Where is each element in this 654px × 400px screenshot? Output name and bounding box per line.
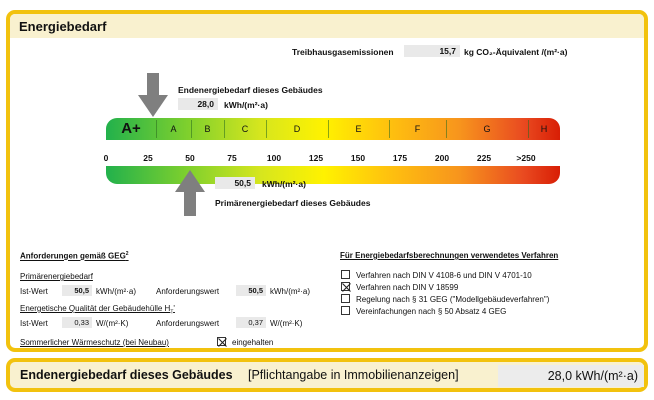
scale-tick: 50 xyxy=(185,153,195,163)
primaer-label: Primärenergiebedarf dieses Gebäudes xyxy=(215,198,371,208)
endenergie-value: 28,0 xyxy=(178,98,218,110)
scale-tick: 25 xyxy=(143,153,153,163)
anforderungswert-unit: kWh/(m²·a) xyxy=(270,287,310,296)
footer-value: 28,0 kWh/(m²·a) xyxy=(498,365,644,387)
scale-tick: 75 xyxy=(227,153,237,163)
verfahren-checkbox[interactable] xyxy=(341,282,350,291)
scale-tick: 150 xyxy=(350,153,366,163)
ist-wert-label: Ist-Wert xyxy=(20,287,48,296)
efficiency-class-h: H xyxy=(540,124,548,134)
scale-tick: 200 xyxy=(434,153,450,163)
huelle-ist-unit: W/(m²·K) xyxy=(96,319,129,328)
verfahren-checkbox[interactable] xyxy=(341,294,350,303)
scale-tick: 0 xyxy=(103,153,109,163)
scale-tick: 100 xyxy=(266,153,282,163)
panel-title: Energiebedarf xyxy=(10,14,644,38)
sommer-status: eingehalten xyxy=(232,338,274,347)
huelle-anf-unit: W/(m²·K) xyxy=(270,319,303,328)
endenergie-label: Endenergiebedarf dieses Gebäudes xyxy=(178,85,323,95)
class-divider xyxy=(156,120,157,138)
endenergie-arrow-icon xyxy=(138,73,168,117)
verfahren-option-label: Vereinfachungen nach § 50 Absatz 4 GEG xyxy=(356,307,507,316)
primaer-value: 50,5 xyxy=(215,177,255,189)
huelle-anf-value: 0,37 xyxy=(236,317,266,328)
anforderungswert-value: 50,5 xyxy=(236,285,266,296)
scale-tick: 125 xyxy=(308,153,324,163)
class-divider xyxy=(328,120,329,138)
verfahren-checkbox[interactable] xyxy=(341,270,350,279)
class-divider xyxy=(528,120,529,138)
efficiency-class-c: C xyxy=(241,124,249,134)
efficiency-class-e: E xyxy=(355,124,362,134)
primaer-arrow-icon xyxy=(175,170,205,216)
emissions-label: Treibhausgasemissionen xyxy=(292,47,394,57)
check-cross-icon xyxy=(218,338,227,347)
primaer-req-label: Primärenergiebedarf xyxy=(20,272,93,281)
sommer-checkbox[interactable] xyxy=(217,337,226,346)
efficiency-class-b: B xyxy=(204,124,211,134)
emissions-unit: kg CO₂-Äquivalent /(m²·a) xyxy=(464,47,568,57)
efficiency-class-d: D xyxy=(293,124,301,134)
efficiency-class-a-plus: A+ xyxy=(121,120,141,137)
anforderungswert-label: Anforderungswert xyxy=(156,287,220,296)
class-divider xyxy=(191,120,192,138)
huelle-label: Energetische Qualität der Gebäudehülle $H_T'$ xyxy=(20,304,175,316)
verfahren-option-label: Verfahren nach DIN V 18599 xyxy=(356,283,459,292)
verfahren-checkbox[interactable] xyxy=(341,306,350,315)
sommer-label: Sommerlicher Wärmeschutz (bei Neubau) xyxy=(20,338,169,347)
huelle-anf-label: Anforderungswert xyxy=(156,319,220,328)
scale-tick: >250 xyxy=(516,153,536,163)
class-divider xyxy=(266,120,267,138)
efficiency-class-f: F xyxy=(414,124,421,134)
class-divider xyxy=(224,120,225,138)
ist-wert-unit: kWh/(m²·a) xyxy=(96,287,136,296)
emissions-value: 15,7 xyxy=(404,45,460,57)
energiebedarf-panel xyxy=(6,10,648,352)
huelle-ist-value: 0,33 xyxy=(62,317,92,328)
footer-title: Endenergiebedarf dieses Gebäudes xyxy=(20,368,233,382)
class-divider xyxy=(446,120,447,138)
efficiency-class-a: A xyxy=(170,124,177,134)
scale-tick: 225 xyxy=(476,153,492,163)
huelle-ist-label: Ist-Wert xyxy=(20,319,48,328)
primaer-unit: kWh/(m²·a) xyxy=(262,179,306,189)
anforderungen-title: Anforderungen gemäß GEG$^2$ xyxy=(20,251,129,261)
class-divider xyxy=(389,120,390,138)
verfahren-title: Für Energiebedarfsberechnungen verwendetes Verfahren xyxy=(340,251,559,260)
efficiency-class-g: G xyxy=(483,124,491,134)
verfahren-option-label: Verfahren nach DIN V 4108-6 und DIN V 4701-10 xyxy=(356,271,532,280)
check-cross-icon xyxy=(342,283,351,292)
footer-note: [Pflichtangabe in Immobilienanzeigen] xyxy=(248,368,459,382)
endenergie-unit: kWh/(m²·a) xyxy=(224,100,268,110)
scale-tick: 175 xyxy=(392,153,408,163)
endenergie-footer xyxy=(6,358,648,392)
verfahren-option-label: Regelung nach § 31 GEG ("Modellgebäudeverfahren") xyxy=(356,295,550,304)
ist-wert-value: 50,5 xyxy=(62,285,92,296)
